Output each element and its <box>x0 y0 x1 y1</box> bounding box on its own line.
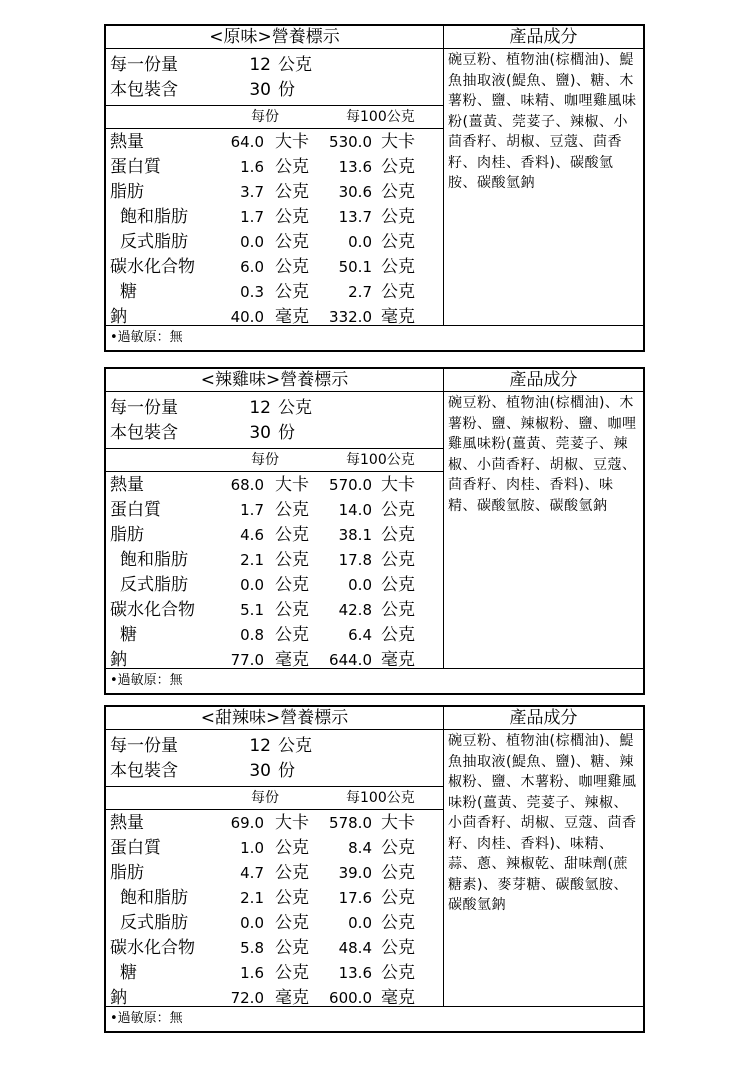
nutrition-facts-column <box>106 369 443 669</box>
per-100g-unit: 公克 <box>381 207 415 227</box>
per-100g-unit: 公克 <box>381 500 415 520</box>
per-serving-unit: 公克 <box>275 282 309 302</box>
nutrient-label: 糖 <box>120 625 137 645</box>
nutrient-label: 飽和脂肪 <box>120 550 188 570</box>
serving-size-unit: 公克 <box>278 398 312 418</box>
nutrient-label: 熱量 <box>110 813 144 833</box>
servings-per-pack-unit: 份 <box>278 761 295 781</box>
per-serving-value: 72.0 <box>230 989 264 1007</box>
ingredients-text: 碗豆粉、植物油(棕櫚油)、木薯粉、鹽、辣椒粉、鹽、咖哩雞風味粉(薑黃、莞荽子、辣椒、小茴香籽、胡椒、豆蔻、茴香籽、肉桂、香料)、味精、碳酸氫胺、碳酸氫鈉 <box>448 395 637 514</box>
nutrient-label: 反式脂肪 <box>120 232 188 252</box>
nutrient-row <box>106 523 443 548</box>
per-100g-value: 644.0 <box>329 651 372 669</box>
per-serving-value: 0.3 <box>240 283 264 301</box>
nutrient-label: 碳水化合物 <box>110 600 195 620</box>
per-100g-unit: 毫克 <box>381 988 415 1008</box>
per-serving-value: 2.1 <box>240 889 264 907</box>
per-serving-value: 40.0 <box>230 308 264 326</box>
per-100g-value: 0.0 <box>348 233 372 251</box>
nutrient-label: 糖 <box>120 963 137 983</box>
per-100g-value: 38.1 <box>338 526 372 544</box>
nutrient-row <box>106 180 443 205</box>
per-serving-value: 3.7 <box>240 183 264 201</box>
serving-size-row <box>106 53 443 78</box>
nutrient-row <box>106 911 443 936</box>
per-serving-value: 4.7 <box>240 864 264 882</box>
per-100g-value: 530.0 <box>329 133 372 151</box>
servings-per-pack-unit: 份 <box>278 80 295 100</box>
per-100g-unit: 公克 <box>381 232 415 252</box>
servings-per-pack-row <box>106 78 443 103</box>
per-serving-value: 64.0 <box>230 133 264 151</box>
per-serving-value: 77.0 <box>230 651 264 669</box>
per-serving-value: 0.0 <box>240 914 264 932</box>
servings-per-pack-label: 本包裝含 <box>110 761 178 781</box>
per-100g-value: 42.8 <box>338 601 372 619</box>
ingredients-column <box>443 369 643 669</box>
per-100g-unit: 大卡 <box>381 813 415 833</box>
per-100g-value: 30.6 <box>338 183 372 201</box>
nutrient-row <box>106 961 443 986</box>
nutrient-row <box>106 886 443 911</box>
nutrient-row <box>106 255 443 280</box>
serving-size-unit: 公克 <box>278 736 312 756</box>
per-serving-unit: 大卡 <box>275 475 309 495</box>
per-100g-value: 13.6 <box>338 964 372 982</box>
per-serving-value: 5.8 <box>240 939 264 957</box>
serving-size-label: 每一份量 <box>110 55 178 75</box>
serving-size-row <box>106 734 443 759</box>
serving-size-value: 12 <box>249 736 271 756</box>
nutrient-label: 飽和脂肪 <box>120 207 188 227</box>
per-serving-value: 2.1 <box>240 551 264 569</box>
per-serving-value: 0.0 <box>240 233 264 251</box>
per-100g-value: 6.4 <box>348 626 372 644</box>
per-100g-value: 8.4 <box>348 839 372 857</box>
servings-per-pack-unit: 份 <box>278 423 295 443</box>
per-100g-value: 13.6 <box>338 158 372 176</box>
per-100g-value: 48.4 <box>338 939 372 957</box>
ingredients-column <box>443 26 643 326</box>
serving-size-value: 12 <box>249 55 271 75</box>
nutrient-row <box>106 280 443 305</box>
per-100g-unit: 公克 <box>381 938 415 958</box>
servings-per-pack-value: 30 <box>249 423 271 443</box>
per-serving-unit: 大卡 <box>275 813 309 833</box>
nutrient-row <box>106 598 443 623</box>
ingredients-title: 產品成分 <box>444 707 643 730</box>
per-serving-value: 0.8 <box>240 626 264 644</box>
per-100g-header: 每100公克 <box>346 452 415 468</box>
serving-size-value: 12 <box>249 398 271 418</box>
nutrition-facts-column <box>106 26 443 326</box>
per-100g-value: 570.0 <box>329 476 372 494</box>
nutrient-row <box>106 230 443 255</box>
nutrition-title: <原味>營養標示 <box>106 26 443 49</box>
servings-per-pack-row <box>106 421 443 446</box>
per-serving-unit: 公克 <box>275 863 309 883</box>
serving-size-unit: 公克 <box>278 55 312 75</box>
per-100g-value: 332.0 <box>329 308 372 326</box>
per-100g-unit: 公克 <box>381 888 415 908</box>
per-100g-unit: 公克 <box>381 257 415 277</box>
nutrient-label: 碳水化合物 <box>110 938 195 958</box>
per-100g-header: 每100公克 <box>346 109 415 125</box>
nutrient-label: 碳水化合物 <box>110 257 195 277</box>
per-serving-value: 69.0 <box>230 814 264 832</box>
per-serving-header: 每份 <box>251 109 279 125</box>
nutrition-panel <box>104 367 645 695</box>
per-100g-unit: 公克 <box>381 913 415 933</box>
per-serving-value: 4.6 <box>240 526 264 544</box>
servings-per-pack-value: 30 <box>249 80 271 100</box>
per-serving-unit: 公克 <box>275 888 309 908</box>
per-serving-unit: 公克 <box>275 938 309 958</box>
nutrient-row <box>106 573 443 598</box>
per-serving-value: 1.0 <box>240 839 264 857</box>
nutrient-row <box>106 473 443 498</box>
nutrient-label: 反式脂肪 <box>120 913 188 933</box>
nutrient-label: 蛋白質 <box>110 500 161 520</box>
per-100g-unit: 公克 <box>381 625 415 645</box>
per-100g-unit: 公克 <box>381 863 415 883</box>
nutrient-label: 脂肪 <box>110 525 144 545</box>
per-100g-value: 50.1 <box>338 258 372 276</box>
servings-per-pack-value: 30 <box>249 761 271 781</box>
per-100g-value: 0.0 <box>348 914 372 932</box>
per-100g-value: 0.0 <box>348 576 372 594</box>
nutrient-row <box>106 498 443 523</box>
nutrient-label: 反式脂肪 <box>120 575 188 595</box>
nutrient-label: 蛋白質 <box>110 838 161 858</box>
nutrient-label: 鈉 <box>110 650 127 670</box>
allergen-note: •過敏原：無 <box>106 1006 643 1031</box>
per-100g-value: 17.8 <box>338 551 372 569</box>
serving-size-label: 每一份量 <box>110 398 178 418</box>
nutrient-label: 飽和脂肪 <box>120 888 188 908</box>
per-serving-unit: 公克 <box>275 157 309 177</box>
per-100g-unit: 大卡 <box>381 132 415 152</box>
allergen-note: •過敏原：無 <box>106 325 643 350</box>
per-100g-unit: 公克 <box>381 157 415 177</box>
nutrient-row <box>106 130 443 155</box>
nutrient-label: 糖 <box>120 282 137 302</box>
per-100g-value: 13.7 <box>338 208 372 226</box>
per-100g-value: 14.0 <box>338 501 372 519</box>
nutrient-row <box>106 623 443 648</box>
per-serving-value: 68.0 <box>230 476 264 494</box>
servings-per-pack-label: 本包裝含 <box>110 80 178 100</box>
per-serving-value: 6.0 <box>240 258 264 276</box>
per-serving-value: 1.7 <box>240 501 264 519</box>
per-serving-unit: 公克 <box>275 207 309 227</box>
nutrient-label: 鈉 <box>110 307 127 327</box>
nutrient-row <box>106 836 443 861</box>
ingredients-title: 產品成分 <box>444 369 643 392</box>
per-100g-unit: 大卡 <box>381 475 415 495</box>
per-serving-unit: 公克 <box>275 575 309 595</box>
allergen-note: •過敏原：無 <box>106 668 643 693</box>
per-100g-unit: 公克 <box>381 575 415 595</box>
per-100g-unit: 公克 <box>381 525 415 545</box>
per-serving-value: 1.6 <box>240 158 264 176</box>
ingredients-text: 碗豆粉、植物油(棕櫚油)、鯷魚抽取液(鯷魚、鹽)、糖、木薯粉、鹽、味精、咖哩雞風味粉(薑黃、莞荽子、辣椒、小茴香籽、胡椒、豆蔻、茴香籽、肉桂、香料)、碳酸氫胺、碳酸氫鈉 <box>448 52 637 191</box>
per-100g-unit: 公克 <box>381 282 415 302</box>
nutrient-label: 脂肪 <box>110 182 144 202</box>
nutrition-panel <box>104 705 645 1033</box>
nutrient-row <box>106 811 443 836</box>
nutrient-row <box>106 936 443 961</box>
nutrient-row <box>106 155 443 180</box>
per-serving-unit: 公克 <box>275 232 309 252</box>
nutrition-facts-column <box>106 707 443 1007</box>
nutrient-row <box>106 861 443 886</box>
per-serving-unit: 毫克 <box>275 650 309 670</box>
nutrient-label: 鈉 <box>110 988 127 1008</box>
nutrient-row <box>106 548 443 573</box>
nutrient-label: 熱量 <box>110 475 144 495</box>
ingredients-text: 碗豆粉、植物油(棕櫚油)、鯷魚抽取液(鯷魚、鹽)、糖、辣椒粉、鹽、木薯粉、咖哩雞風味粉(薑黃、莞荽子、辣椒、小茴香籽、胡椒、豆蔻、茴香籽、肉桂、香料)、味精、蒜、蔥、辣椒乾、甜味劑(蔗糖素)、麥芽糖、碳酸氫胺、碳酸氫鈉 <box>448 733 637 913</box>
nutrition-panel <box>104 24 645 352</box>
ingredients-column <box>443 707 643 1007</box>
nutrient-label: 蛋白質 <box>110 157 161 177</box>
per-serving-unit: 公克 <box>275 182 309 202</box>
per-serving-unit: 大卡 <box>275 132 309 152</box>
serving-size-row <box>106 396 443 421</box>
per-100g-unit: 公克 <box>381 182 415 202</box>
per-serving-unit: 公克 <box>275 550 309 570</box>
servings-per-pack-row <box>106 759 443 784</box>
nutrient-label: 脂肪 <box>110 863 144 883</box>
per-100g-value: 600.0 <box>329 989 372 1007</box>
per-serving-unit: 公克 <box>275 838 309 858</box>
per-serving-unit: 毫克 <box>275 988 309 1008</box>
per-serving-unit: 公克 <box>275 257 309 277</box>
per-serving-unit: 公克 <box>275 625 309 645</box>
ingredients-title: 產品成分 <box>444 26 643 49</box>
per-serving-unit: 公克 <box>275 600 309 620</box>
per-serving-value: 1.7 <box>240 208 264 226</box>
per-serving-value: 5.1 <box>240 601 264 619</box>
per-100g-value: 17.6 <box>338 889 372 907</box>
per-100g-value: 578.0 <box>329 814 372 832</box>
per-serving-unit: 公克 <box>275 963 309 983</box>
per-100g-unit: 公克 <box>381 550 415 570</box>
per-serving-unit: 公克 <box>275 500 309 520</box>
per-100g-unit: 毫克 <box>381 307 415 327</box>
nutrient-row <box>106 205 443 230</box>
nutrition-title: <甜辣味>營養標示 <box>106 707 443 730</box>
serving-size-label: 每一份量 <box>110 736 178 756</box>
per-serving-unit: 公克 <box>275 525 309 545</box>
per-100g-unit: 毫克 <box>381 650 415 670</box>
per-serving-unit: 毫克 <box>275 307 309 327</box>
per-serving-header: 每份 <box>251 452 279 468</box>
per-serving-header: 每份 <box>251 790 279 806</box>
per-serving-unit: 公克 <box>275 913 309 933</box>
per-100g-value: 2.7 <box>348 283 372 301</box>
per-serving-value: 0.0 <box>240 576 264 594</box>
per-100g-unit: 公克 <box>381 838 415 858</box>
per-serving-value: 1.6 <box>240 964 264 982</box>
nutrient-label: 熱量 <box>110 132 144 152</box>
servings-per-pack-label: 本包裝含 <box>110 423 178 443</box>
nutrition-title: <辣雞味>營養標示 <box>106 369 443 392</box>
per-100g-unit: 公克 <box>381 963 415 983</box>
per-100g-unit: 公克 <box>381 600 415 620</box>
per-100g-value: 39.0 <box>338 864 372 882</box>
per-100g-header: 每100公克 <box>346 790 415 806</box>
